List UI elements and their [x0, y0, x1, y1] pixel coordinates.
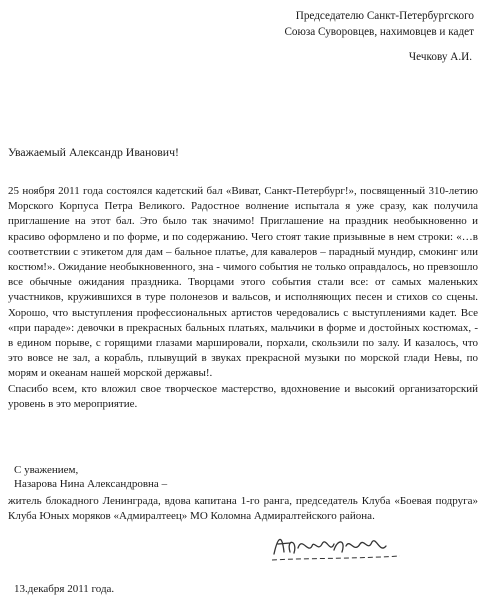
letter-body: [8, 184, 478, 412]
thanks-paragraph: Спасибо всем, кто вложил свое творческое мастерство, вдохновение и высокий организаторский уровень в это мероприятие.: [8, 382, 478, 410]
signer-description: житель блокадного Ленинграда, вдова капитана 1-го ранга, председатель Клуба «Боевая подруга» Клуба Юных моряков «Адмиралтеец» МО Коломна Адмиралтейского района.: [8, 495, 478, 523]
salutation: Уважаемый Александр Иванович!: [8, 145, 179, 159]
closing: С уважением,: [14, 464, 79, 476]
addressee-line-1: Председателю Санкт-Петербургского: [295, 10, 474, 22]
signer-name: Назарова Нина Александровна –: [14, 478, 168, 490]
addressee-name: Чечкову А.И.: [408, 51, 472, 63]
letter-date: 13.декабря 2011 года.: [14, 583, 115, 595]
body-paragraph: 25 ноября 2011 года состоялся кадетский бал «Виват, Санкт-Петербург!», посвященный 310-летию Морского Корпуса Петра Великого. Радостное волнение испытала я уже сразу, как получила приглашение на этот бал. Это было так значимо! Приглашение на праздник необыкновенно и красиво оформлено и по форме, и по содержанию. Чего стоят такие призывные в нем строки: «…в соответствии с этикетом для дам – бальное платье, для кавалеров – парадный мундир, смокинг или костюм!». Ожидание необыкновенного, зна - чимого события не только оправдалось, но превзошло все обычные ожидания праздника. Творцами этого события стали все: от самых маленьких участников, кружившихся в туре полонезов и вальсов, и исполняющих песен и стихов со сцены. Хорошо, что выступления профессиональных артистов чередовались с выступлениями кадет. Все «при параде»: девочки в прекрасных бальных платьях, мальчики в форме и достойных костюмах, - в едином порыве, с горящими глазами маршировали, порхали, скользили по залу. И казалось, что это вовсе не зал, а корабль, плывущий в звуках прекрасной музыки по морской глади Невы, по морям и океанам нашей морской державы!.: [8, 185, 478, 380]
handwritten-signature: [268, 526, 418, 568]
addressee-line-2: Союза Суворовцев, нахимовцев и кадет: [284, 26, 474, 38]
